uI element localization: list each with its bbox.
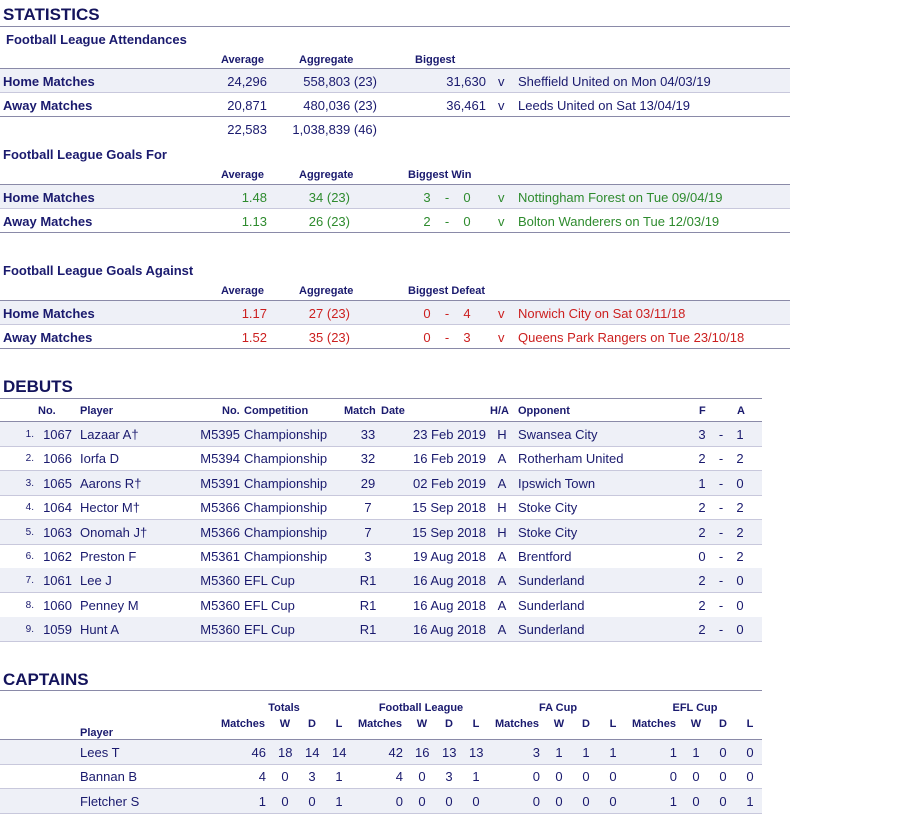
divider: [0, 26, 790, 27]
stat-value: 3: [445, 769, 453, 784]
stat-value: 0: [582, 769, 590, 784]
row-index: 2.: [25, 453, 34, 464]
score-against: 0: [736, 622, 744, 637]
opponent: Sunderland: [518, 622, 585, 637]
score-against: 2: [736, 549, 744, 564]
competition: Championship: [244, 451, 328, 466]
player-name: Hunt A: [80, 622, 120, 637]
stat-value: 0: [418, 794, 426, 809]
row-index: 8.: [25, 600, 34, 611]
divider: [0, 348, 790, 349]
col-header: Matches: [357, 718, 403, 730]
col-header: Matches: [220, 718, 266, 730]
score-against: 0: [736, 573, 744, 588]
col-header: D: [308, 718, 316, 730]
player-number: 1066: [43, 451, 72, 466]
versus-label: v: [498, 330, 505, 345]
score-for: 3: [423, 190, 431, 205]
captain-name: Fletcher S: [80, 794, 140, 809]
match-detail: Nottingham Forest on Tue 09/04/19: [518, 190, 723, 205]
stat-value: 1: [472, 769, 480, 784]
row-label: Home Matches: [3, 74, 95, 89]
stat-value: 0: [609, 794, 617, 809]
stat-value: 18: [278, 745, 293, 760]
score-for: 2: [698, 451, 706, 466]
score-against: 0: [736, 598, 744, 613]
stat-value: 4: [395, 769, 403, 784]
match-number: M5366: [200, 500, 240, 515]
home-away: A: [497, 476, 507, 491]
row-label: Away Matches: [3, 214, 93, 229]
opponent: Ipswich Town: [518, 476, 596, 491]
competition: Championship: [244, 476, 328, 491]
score-dash: -: [718, 525, 724, 540]
score-against: 2: [736, 500, 744, 515]
divider: [0, 446, 762, 447]
competition: Championship: [244, 427, 328, 442]
col-average-header: Average: [221, 54, 265, 66]
col-no-header: No.: [38, 405, 56, 417]
aggregate-value: 26 (23): [308, 214, 350, 229]
col-header: W: [416, 718, 428, 730]
divider: [0, 764, 762, 765]
stat-value: 1: [692, 745, 700, 760]
row-label: Home Matches: [3, 190, 95, 205]
competition: EFL Cup: [244, 598, 295, 613]
score-for: 0: [698, 549, 706, 564]
player-name: Iorfa D: [80, 451, 120, 466]
player-name: Hector M†: [80, 500, 140, 515]
score-dash: -: [444, 306, 450, 321]
row-label: Home Matches: [3, 306, 95, 321]
col-header: L: [746, 718, 754, 730]
stat-value: 1: [669, 745, 677, 760]
score-for: 3: [698, 427, 706, 442]
match-round: 7: [364, 525, 372, 540]
row-index: 9.: [25, 624, 34, 635]
stat-value: 0: [532, 794, 540, 809]
match-round: 29: [360, 476, 376, 491]
divider: [0, 592, 762, 593]
divider: [0, 641, 762, 642]
stat-value: 0: [532, 769, 540, 784]
stat-value: 0: [669, 769, 677, 784]
score-for: 2: [423, 214, 431, 229]
score-against: 1: [736, 427, 744, 442]
stat-value: 0: [555, 794, 563, 809]
stat-value: 0: [746, 745, 754, 760]
col-player-header: Player: [80, 405, 114, 417]
match-number: M5366: [200, 525, 240, 540]
average-value: 24,296: [227, 74, 267, 89]
stat-value: 14: [332, 745, 347, 760]
group-header: Totals: [268, 702, 300, 714]
player-number: 1061: [43, 573, 72, 588]
stat-value: 0: [719, 794, 727, 809]
match-number: M5361: [200, 549, 240, 564]
score-against: 0: [736, 476, 744, 491]
score-dash: -: [444, 214, 450, 229]
average-value: 1.13: [241, 214, 267, 229]
player-number: 1059: [43, 622, 72, 637]
average-value: 1.52: [241, 330, 267, 345]
col-average-header: Average: [221, 169, 265, 181]
competition: Championship: [244, 500, 328, 515]
stat-value: 0: [746, 769, 754, 784]
player-number: 1064: [43, 500, 72, 515]
col-header: L: [335, 718, 343, 730]
group-header: Football League: [378, 702, 464, 714]
competition: Championship: [244, 549, 328, 564]
match-number: M5394: [200, 451, 240, 466]
row-index: 3.: [25, 478, 34, 489]
score-dash: -: [718, 427, 724, 442]
col-aggregate-header: Aggregate: [299, 54, 354, 66]
score-for: 2: [698, 525, 706, 540]
divider: [0, 813, 762, 814]
player-name: Preston F: [80, 549, 137, 564]
opponent: Rotherham United: [518, 451, 624, 466]
attendances-title: Football League Attendances: [6, 32, 187, 47]
score-for: 2: [698, 500, 706, 515]
stat-value: 0: [395, 794, 403, 809]
divider: [0, 208, 790, 209]
match-date: 02 Feb 2019: [412, 476, 486, 491]
match-number: M5360: [200, 598, 240, 613]
home-away: A: [497, 622, 507, 637]
match-date: 23 Feb 2019: [412, 427, 486, 442]
player-name: Onomah J†: [80, 525, 148, 540]
versus-label: v: [498, 190, 505, 205]
goals-for-title: Football League Goals For: [3, 147, 167, 162]
match-round: 32: [360, 451, 376, 466]
competition: EFL Cup: [244, 573, 295, 588]
aggregate-value: 35 (23): [308, 330, 350, 345]
biggest-value: 31,630: [446, 74, 486, 89]
debuts-title: DEBUTS: [3, 377, 73, 396]
stat-value: 13: [469, 745, 484, 760]
score-against: 2: [736, 451, 744, 466]
col-header: D: [445, 718, 453, 730]
aggregate-value: 558,803 (23): [303, 74, 377, 89]
score-dash: -: [718, 500, 724, 515]
stat-value: 0: [555, 769, 563, 784]
score-for: 2: [698, 622, 706, 637]
stat-value: 0: [445, 794, 453, 809]
col-header: W: [279, 718, 291, 730]
divider: [0, 92, 790, 93]
col-match-header: Match: [344, 405, 376, 417]
score-against: 2: [736, 525, 744, 540]
average-value: 1.17: [241, 306, 267, 321]
versus-label: v: [498, 306, 505, 321]
match-number: M5391: [200, 476, 240, 491]
stat-value: 3: [532, 745, 540, 760]
col-aggregate-header: Aggregate: [299, 169, 354, 181]
stat-value: 0: [418, 769, 426, 784]
group-header: FA Cup: [538, 702, 578, 714]
average-value: 1.48: [241, 190, 267, 205]
score-against: 4: [463, 306, 471, 321]
home-away: H: [497, 427, 507, 442]
average-value: 20,871: [227, 98, 267, 113]
captain-name: Bannan B: [80, 769, 138, 784]
col-match-no-header: No.: [222, 405, 240, 417]
divider: [0, 324, 790, 325]
col-date-header: Date: [381, 405, 405, 417]
versus-label: v: [498, 74, 505, 89]
versus-label: v: [498, 98, 505, 113]
stat-value: 16: [415, 745, 430, 760]
total-aggregate: 1,038,839 (46): [292, 122, 377, 137]
home-away: H: [497, 525, 507, 540]
player-number: 1060: [43, 598, 72, 613]
stat-value: 1: [335, 769, 343, 784]
col-biggest-header: Biggest: [415, 54, 456, 66]
stat-value: 1: [746, 794, 754, 809]
match-date: 16 Aug 2018: [412, 622, 486, 637]
score-dash: -: [718, 451, 724, 466]
row-index: 4.: [25, 502, 34, 513]
score-dash: -: [718, 549, 724, 564]
captains-title: CAPTAINS: [3, 670, 89, 689]
stat-value: 46: [251, 745, 266, 760]
match-date: 16 Aug 2018: [412, 598, 486, 613]
divider: [0, 116, 790, 117]
statistics-title: STATISTICS: [3, 5, 100, 24]
player-number: 1065: [43, 476, 72, 491]
match-round: 3: [364, 549, 372, 564]
aggregate-value: 480,036 (23): [303, 98, 377, 113]
versus-label: v: [498, 214, 505, 229]
col-header: L: [609, 718, 617, 730]
match-date: 16 Aug 2018: [412, 573, 486, 588]
divider: [0, 232, 790, 233]
match-date: 15 Sep 2018: [412, 525, 486, 540]
player-number: 1067: [43, 427, 72, 442]
stat-value: 0: [472, 794, 480, 809]
home-away: A: [497, 598, 507, 613]
row-label: Away Matches: [3, 330, 93, 345]
competition: Championship: [244, 525, 328, 540]
divider: [0, 544, 762, 545]
col-header: Matches: [494, 718, 540, 730]
stat-value: 14: [305, 745, 320, 760]
score-dash: -: [718, 598, 724, 613]
score-for: 1: [698, 476, 706, 491]
score-for: 2: [698, 573, 706, 588]
row-index: 6.: [25, 551, 34, 562]
col-biggest-defeat-header: Biggest Defeat: [408, 285, 486, 297]
divider: [0, 495, 762, 496]
match-detail: Leeds United on Sat 13/04/19: [518, 98, 691, 113]
score-against: 3: [463, 330, 471, 345]
player-name: Aarons R†: [80, 476, 142, 491]
biggest-value: 36,461: [446, 98, 486, 113]
stat-value: 1: [555, 745, 563, 760]
col-player-header: Player: [80, 727, 114, 739]
row-index: 1.: [25, 429, 34, 440]
stat-value: 0: [719, 769, 727, 784]
col-a-header: A: [737, 405, 745, 417]
score-for: 0: [423, 306, 431, 321]
col-header: D: [582, 718, 590, 730]
home-away: A: [497, 549, 507, 564]
stat-value: 0: [582, 794, 590, 809]
row-index: 7.: [25, 575, 34, 586]
score-dash: -: [718, 476, 724, 491]
stat-value: 0: [281, 794, 289, 809]
match-round: R1: [359, 573, 377, 588]
match-date: 16 Feb 2019: [412, 451, 486, 466]
stat-value: 1: [609, 745, 617, 760]
stat-value: 0: [692, 769, 700, 784]
player-name: Lee J: [80, 573, 112, 588]
stat-value: 0: [281, 769, 289, 784]
stat-value: 3: [308, 769, 316, 784]
match-round: 7: [364, 500, 372, 515]
col-ha-header: H/A: [490, 405, 509, 417]
match-number: M5360: [200, 622, 240, 637]
stat-value: 1: [335, 794, 343, 809]
col-aggregate-header: Aggregate: [299, 285, 354, 297]
match-detail: Bolton Wanderers on Tue 12/03/19: [518, 214, 720, 229]
home-away: A: [497, 573, 507, 588]
goals-against-title: Football League Goals Against: [3, 263, 194, 278]
aggregate-value: 34 (23): [308, 190, 350, 205]
match-number: M5395: [200, 427, 240, 442]
match-detail: Sheffield United on Mon 04/03/19: [518, 74, 711, 89]
col-header: D: [719, 718, 727, 730]
match-detail: Queens Park Rangers on Tue 23/10/18: [518, 330, 745, 345]
total-average: 22,583: [227, 122, 267, 137]
stat-value: 0: [609, 769, 617, 784]
home-away: H: [497, 500, 507, 515]
stat-value: 13: [442, 745, 457, 760]
group-header: EFL Cup: [672, 702, 718, 714]
divider: [0, 690, 762, 691]
player-number: 1062: [43, 549, 72, 564]
match-number: M5360: [200, 573, 240, 588]
row-label: Away Matches: [3, 98, 93, 113]
stat-value: 0: [308, 794, 316, 809]
score-for: 2: [698, 598, 706, 613]
opponent: Brentford: [518, 549, 572, 564]
stat-value: 4: [258, 769, 266, 784]
score-dash: -: [718, 622, 724, 637]
player-name: Penney M: [80, 598, 139, 613]
opponent: Swansea City: [518, 427, 598, 442]
player-number: 1063: [43, 525, 72, 540]
competition: EFL Cup: [244, 622, 295, 637]
match-date: 19 Aug 2018: [412, 549, 486, 564]
stat-value: 0: [719, 745, 727, 760]
match-detail: Norwich City on Sat 03/11/18: [518, 306, 686, 321]
score-dash: -: [718, 573, 724, 588]
match-round: R1: [359, 598, 377, 613]
col-header: W: [553, 718, 565, 730]
opponent: Sunderland: [518, 573, 585, 588]
col-biggest-win-header: Biggest Win: [408, 169, 472, 181]
col-header: Matches: [631, 718, 677, 730]
opponent: Stoke City: [518, 500, 578, 515]
row-index: 5.: [25, 527, 34, 538]
stat-value: 1: [582, 745, 590, 760]
player-name: Lazaar A†: [80, 427, 139, 442]
match-round: R1: [359, 622, 377, 637]
home-away: A: [497, 451, 507, 466]
stat-value: 1: [258, 794, 266, 809]
captain-name: Lees T: [80, 745, 120, 760]
score-dash: -: [444, 330, 450, 345]
stat-value: 1: [669, 794, 677, 809]
opponent: Sunderland: [518, 598, 585, 613]
col-header: L: [472, 718, 480, 730]
col-competition-header: Competition: [244, 405, 309, 417]
col-opponent-header: Opponent: [518, 405, 570, 417]
score-for: 0: [423, 330, 431, 345]
col-f-header: F: [699, 405, 706, 417]
match-round: 33: [360, 427, 376, 442]
opponent: Stoke City: [518, 525, 578, 540]
col-average-header: Average: [221, 285, 265, 297]
aggregate-value: 27 (23): [308, 306, 350, 321]
score-against: 0: [463, 190, 471, 205]
stat-value: 0: [692, 794, 700, 809]
stat-value: 42: [388, 745, 403, 760]
score-against: 0: [463, 214, 471, 229]
match-date: 15 Sep 2018: [412, 500, 486, 515]
col-header: W: [690, 718, 702, 730]
score-dash: -: [444, 190, 450, 205]
divider: [0, 398, 762, 399]
